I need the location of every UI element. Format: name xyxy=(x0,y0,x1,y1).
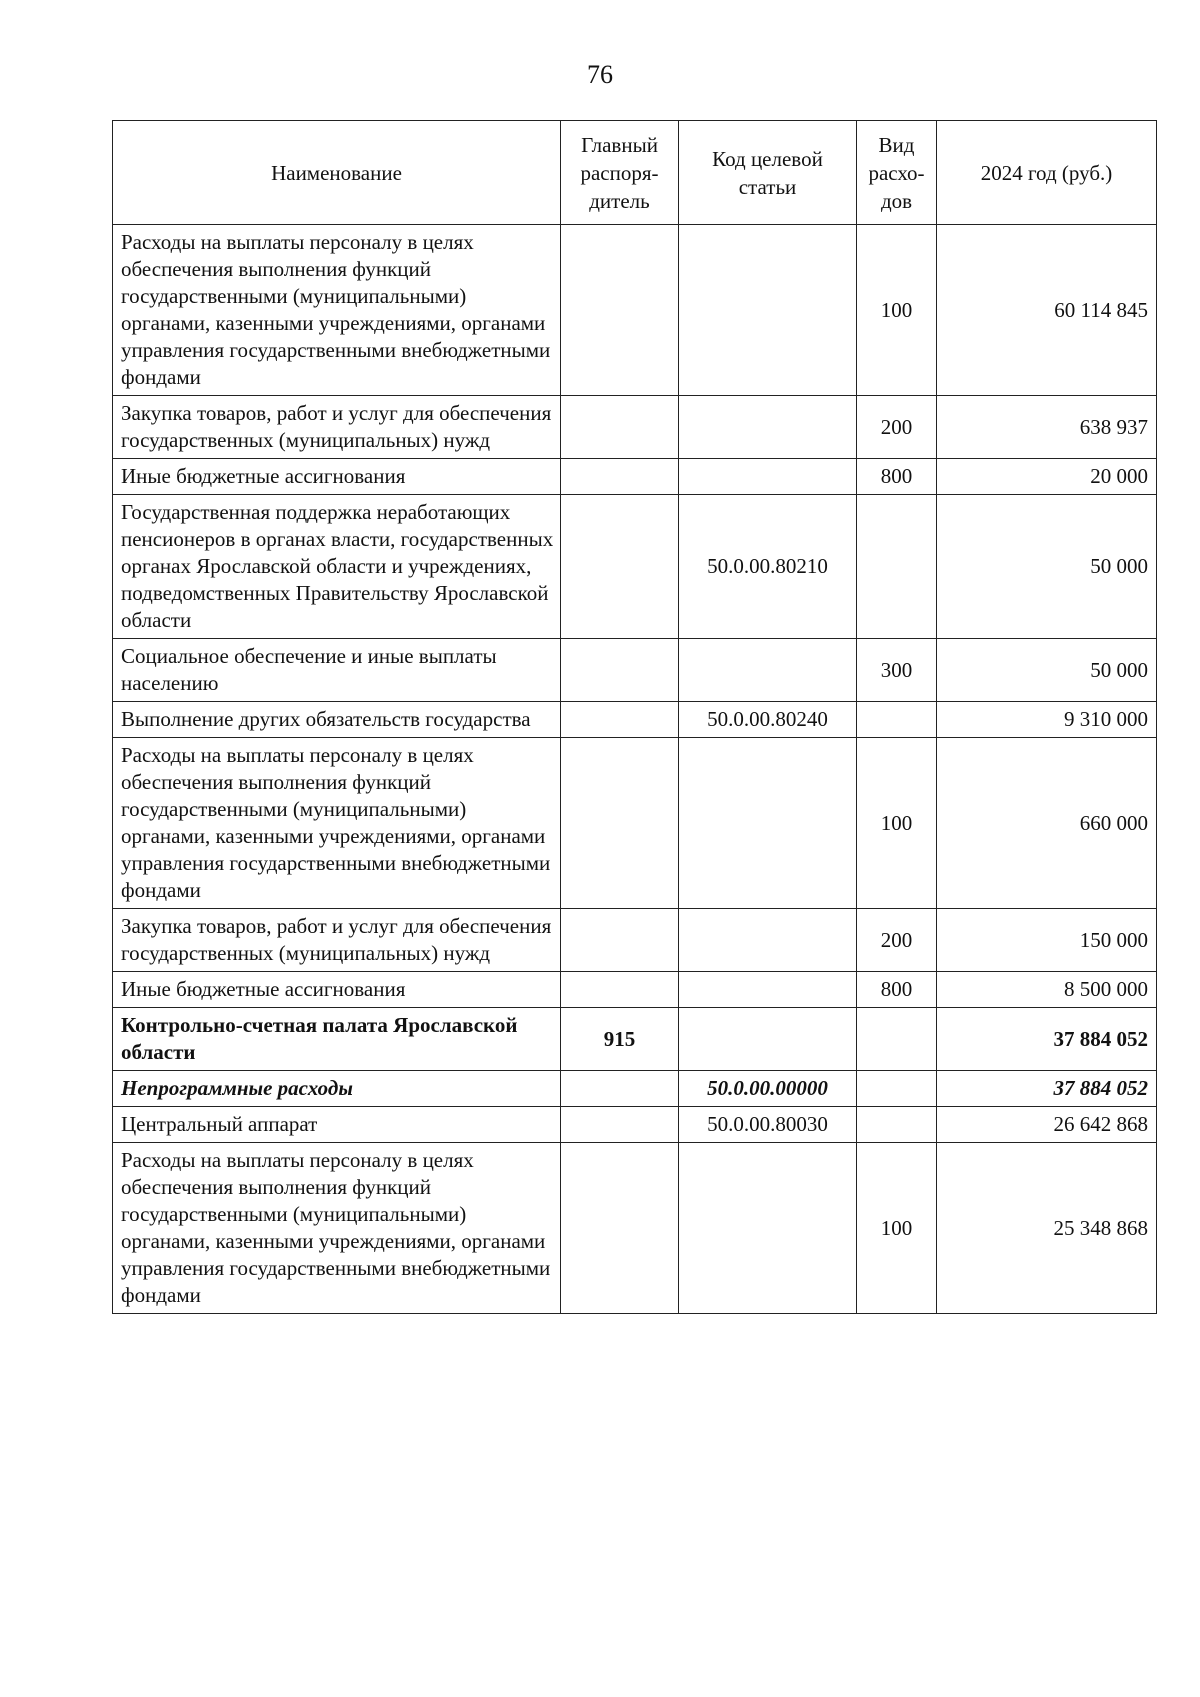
table-body xyxy=(113,225,1157,1314)
cell-target-code xyxy=(679,1008,857,1071)
table-row xyxy=(113,396,1157,459)
header-name: Наименование xyxy=(113,121,561,225)
page-number: 76 xyxy=(587,60,613,89)
cell-chief-manager xyxy=(561,972,679,1008)
cell-name: Центральный аппарат xyxy=(113,1107,561,1143)
cell-target-code: 50.0.00.80240 xyxy=(679,702,857,738)
cell-expense-type xyxy=(857,495,937,639)
cell-name: Закупка товаров, работ и услуг для обеспечения государственных (муниципальных) нужд xyxy=(113,909,561,972)
table-row xyxy=(113,972,1157,1008)
cell-name: Выполнение других обязательств государства xyxy=(113,702,561,738)
header-expense-type: Вид расхо-дов xyxy=(857,121,937,225)
cell-name: Иные бюджетные ассигнования xyxy=(113,459,561,495)
cell-chief-manager xyxy=(561,909,679,972)
cell-target-code xyxy=(679,972,857,1008)
cell-chief-manager: 915 xyxy=(561,1008,679,1071)
table-row xyxy=(113,702,1157,738)
table-row xyxy=(113,1143,1157,1314)
cell-expense-type xyxy=(857,1008,937,1071)
cell-amount: 37 884 052 xyxy=(937,1071,1157,1107)
cell-target-code xyxy=(679,459,857,495)
table-row xyxy=(113,909,1157,972)
cell-name: Государственная поддержка неработающих пенсионеров в органах власти, государственных органах Ярославской области и учреждениях, подведомственных Правительству Ярославской области xyxy=(113,495,561,639)
cell-amount: 50 000 xyxy=(937,639,1157,702)
table-row xyxy=(113,1008,1157,1071)
cell-chief-manager xyxy=(561,738,679,909)
cell-amount: 26 642 868 xyxy=(937,1107,1157,1143)
cell-amount: 638 937 xyxy=(937,396,1157,459)
cell-amount: 25 348 868 xyxy=(937,1143,1157,1314)
table-row xyxy=(113,1107,1157,1143)
cell-expense-type xyxy=(857,1107,937,1143)
cell-amount: 660 000 xyxy=(937,738,1157,909)
cell-target-code xyxy=(679,909,857,972)
cell-expense-type: 100 xyxy=(857,225,937,396)
cell-expense-type: 100 xyxy=(857,738,937,909)
cell-amount: 60 114 845 xyxy=(937,225,1157,396)
table-row xyxy=(113,459,1157,495)
table-row xyxy=(113,738,1157,909)
cell-target-code: 50.0.00.80210 xyxy=(679,495,857,639)
cell-amount: 20 000 xyxy=(937,459,1157,495)
cell-chief-manager xyxy=(561,702,679,738)
cell-amount: 8 500 000 xyxy=(937,972,1157,1008)
cell-expense-type: 200 xyxy=(857,909,937,972)
cell-name: Иные бюджетные ассигнования xyxy=(113,972,561,1008)
cell-name: Расходы на выплаты персоналу в целях обеспечения выполнения функций государственными (муниципальными) органами, казенными учреждениями, органами управления государственными внебюджетными фондами xyxy=(113,738,561,909)
cell-chief-manager xyxy=(561,225,679,396)
table-header xyxy=(113,121,1157,225)
cell-expense-type: 100 xyxy=(857,1143,937,1314)
cell-amount: 37 884 052 xyxy=(937,1008,1157,1071)
header-amount-2024: 2024 год (руб.) xyxy=(937,121,1157,225)
cell-name: Расходы на выплаты персоналу в целях обеспечения выполнения функций государственными (муниципальными) органами, казенными учреждениями, органами управления государственными внебюджетными фондами xyxy=(113,1143,561,1314)
table-row xyxy=(113,495,1157,639)
cell-amount: 9 310 000 xyxy=(937,702,1157,738)
cell-name: Контрольно-счетная палата Ярославской области xyxy=(113,1008,561,1071)
cell-name: Закупка товаров, работ и услуг для обеспечения государственных (муниципальных) нужд xyxy=(113,396,561,459)
cell-target-code xyxy=(679,396,857,459)
cell-chief-manager xyxy=(561,1107,679,1143)
cell-name: Непрограммные расходы xyxy=(113,1071,561,1107)
cell-chief-manager xyxy=(561,396,679,459)
cell-target-code xyxy=(679,738,857,909)
cell-target-code xyxy=(679,1143,857,1314)
cell-target-code: 50.0.00.80030 xyxy=(679,1107,857,1143)
cell-target-code: 50.0.00.00000 xyxy=(679,1071,857,1107)
cell-target-code xyxy=(679,639,857,702)
cell-expense-type: 800 xyxy=(857,972,937,1008)
cell-chief-manager xyxy=(561,1143,679,1314)
header-target-code: Код целевой статьи xyxy=(679,121,857,225)
cell-expense-type: 200 xyxy=(857,396,937,459)
cell-name: Расходы на выплаты персоналу в целях обеспечения выполнения функций государственными (муниципальными) органами, казенными учреждениями, органами управления государственными внебюджетными фондами xyxy=(113,225,561,396)
budget-table xyxy=(112,120,1157,1314)
header-chief-manager: Главный распоря-дитель xyxy=(561,121,679,225)
table-row xyxy=(113,225,1157,396)
cell-chief-manager xyxy=(561,639,679,702)
cell-expense-type: 300 xyxy=(857,639,937,702)
cell-target-code xyxy=(679,225,857,396)
cell-expense-type xyxy=(857,702,937,738)
cell-chief-manager xyxy=(561,1071,679,1107)
cell-chief-manager xyxy=(561,459,679,495)
cell-expense-type: 800 xyxy=(857,459,937,495)
table-row xyxy=(113,1071,1157,1107)
cell-chief-manager xyxy=(561,495,679,639)
cell-amount: 50 000 xyxy=(937,495,1157,639)
table-row xyxy=(113,639,1157,702)
cell-name: Социальное обеспечение и иные выплаты населению xyxy=(113,639,561,702)
cell-expense-type xyxy=(857,1071,937,1107)
cell-amount: 150 000 xyxy=(937,909,1157,972)
